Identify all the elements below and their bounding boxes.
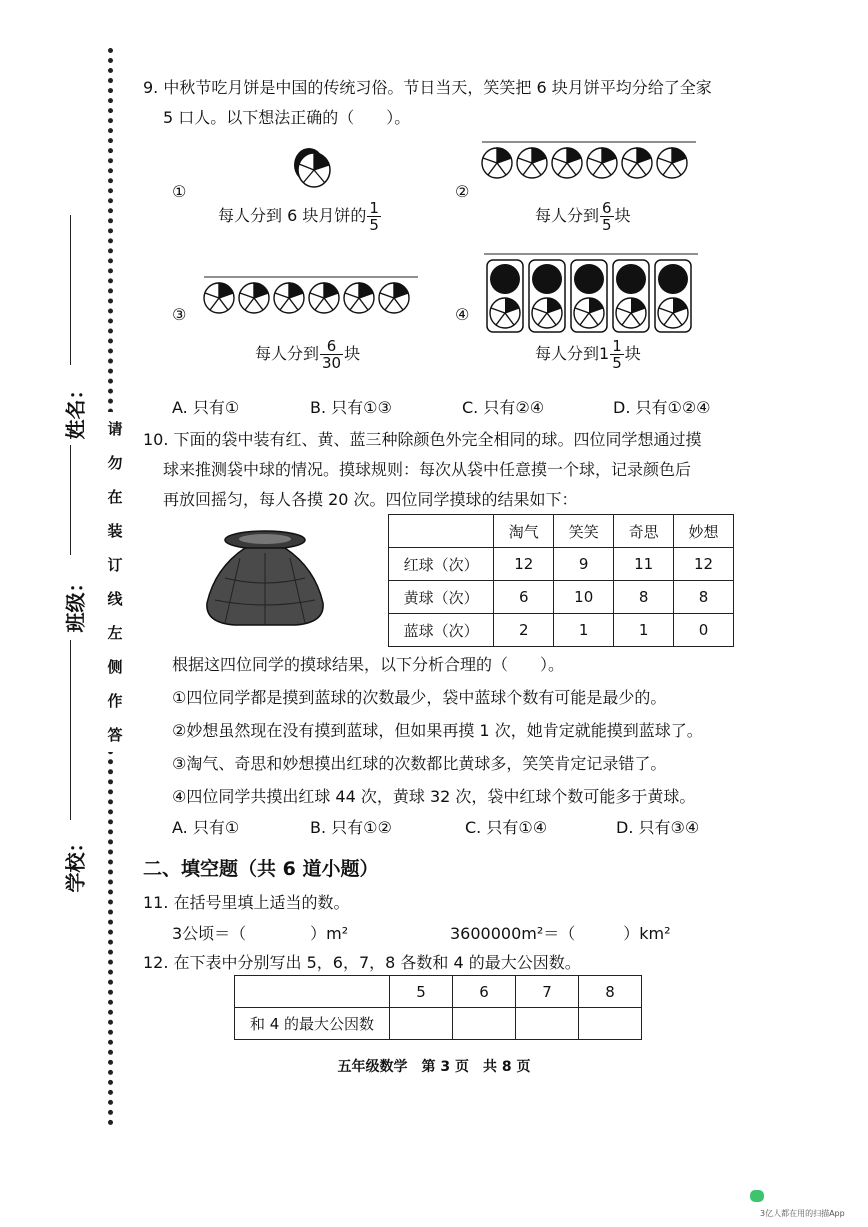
q10-statement-1: ①四位同学都是摸到蓝球的次数最少，袋中蓝球个数有可能是最少的。 — [172, 688, 667, 707]
q10-line1: 10. 下面的袋中装有红、黄、蓝三种除颜色外完全相同的球。四位同学想通过摸 — [143, 430, 702, 449]
scanner-watermark: 3亿人都在用的扫描App — [760, 1209, 845, 1218]
q9-opt1-num: ① — [172, 182, 187, 201]
mooncakes-boxed-icon — [480, 252, 702, 336]
ball-bag-icon — [195, 528, 335, 628]
q9-opt4-text: 每人分到1 $\frac{1}{5}$ 块 — [535, 337, 641, 372]
q10-line2: 球来推测袋中球的情况。摸球规则：每次从袋中任意摸一个球，记录颜色后 — [163, 460, 692, 479]
q11-part-a: 3公顷＝（ ）m² — [172, 924, 349, 943]
page-footer: 五年级数学 第 3 页 共 8 页 — [337, 1059, 531, 1075]
q10-choice-d: D. 只有③④ — [616, 818, 700, 837]
q9-opt2-num: ② — [455, 182, 470, 201]
q10-result-table — [388, 514, 734, 647]
table-row: 和 4 的最大公因数 — [235, 1008, 642, 1040]
school-blank-line — [70, 640, 71, 820]
q10-line3: 再放回摇匀，每人各摸 20 次。四位同学摸球的结果如下： — [163, 490, 578, 509]
q9-line2: 5 口人。以下想法正确的（ ）。 — [163, 108, 411, 127]
section-title: 二、填空题（共 6 道小题） — [143, 858, 379, 880]
q10-statement-3: ③淘气、奇思和妙想摸出红球的次数都比黄球多，笑笑肯定记录错了。 — [172, 754, 667, 773]
q10-statement-2: ②妙想虽然现在没有摸到蓝球，但如果再摸 1 次，她肯定就能摸到蓝球了。 — [172, 721, 703, 740]
q9-choice-d: D. 只有①②④ — [613, 398, 711, 417]
q10-statement-4: ④四位同学共摸出红球 44 次，黄球 32 次，袋中红球个数可能多于黄球。 — [172, 787, 696, 806]
mooncakes-six-row-icon — [200, 275, 422, 317]
q10-prompt: 根据这四位同学的摸球结果，以下分析合理的（ ）。 — [172, 655, 565, 674]
q9-line1: 9. 中秋节吃月饼是中国的传统习俗。节日当天，笑笑把 6 块月饼平均分给了全家 — [143, 78, 712, 97]
school-label: 学校： — [63, 832, 88, 893]
class-blank-line — [70, 445, 71, 555]
q10-choice-a: A. 只有① — [172, 818, 240, 837]
q12-line1: 12. 在下表中分别写出 5，6，7，8 各数和 4 的最大公因数。 — [143, 953, 581, 972]
answer-cell[interactable] — [453, 1008, 516, 1040]
table-row: 蓝球（次） 2 1 1 0 — [389, 614, 734, 647]
name-blank-line — [70, 215, 71, 365]
q9-opt3-num: ③ — [172, 305, 187, 324]
answer-cell[interactable] — [579, 1008, 642, 1040]
q9-opt3-text: 每人分到 $\frac{6}{30}$ 块 — [255, 337, 361, 372]
q9-opt4-num: ④ — [455, 305, 470, 324]
table-row: 红球（次） 12 9 11 12 — [389, 548, 734, 581]
table-row: 黄球（次） 6 10 8 8 — [389, 581, 734, 614]
q10-choice-b: B. 只有①② — [310, 818, 392, 837]
q9-choice-a: A. 只有① — [172, 398, 240, 417]
q12-gcd-table — [234, 975, 642, 1040]
mooncakes-six-icon — [478, 140, 700, 182]
q9-opt2-text: 每人分到 $\frac{6}{5}$ 块 — [535, 199, 631, 234]
table-header-row: 5 6 7 8 — [235, 976, 642, 1008]
binding-note: 请 勿 在 装 订 线 左 侧 作 答 — [104, 412, 126, 752]
name-label: 姓名： — [63, 379, 88, 440]
q9-choice-c: C. 只有②④ — [462, 398, 545, 417]
answer-cell[interactable] — [516, 1008, 579, 1040]
q9-opt1-text: 每人分到 6 块月饼的 $\frac{1}{5}$ — [218, 199, 379, 234]
q9-choice-b: B. 只有①③ — [310, 398, 392, 417]
scanner-logo-icon — [750, 1190, 764, 1202]
q10-choice-c: C. 只有①④ — [465, 818, 548, 837]
table-header-row: 淘气 笑笑 奇思 妙想 — [389, 515, 734, 548]
answer-cell[interactable] — [390, 1008, 453, 1040]
q11-part-b: 3600000m²＝（ ）km² — [450, 924, 671, 943]
class-label: 班级： — [63, 572, 88, 633]
q11-line1: 11. 在括号里填上适当的数。 — [143, 893, 350, 912]
mooncake-cut-icon — [290, 143, 335, 191]
